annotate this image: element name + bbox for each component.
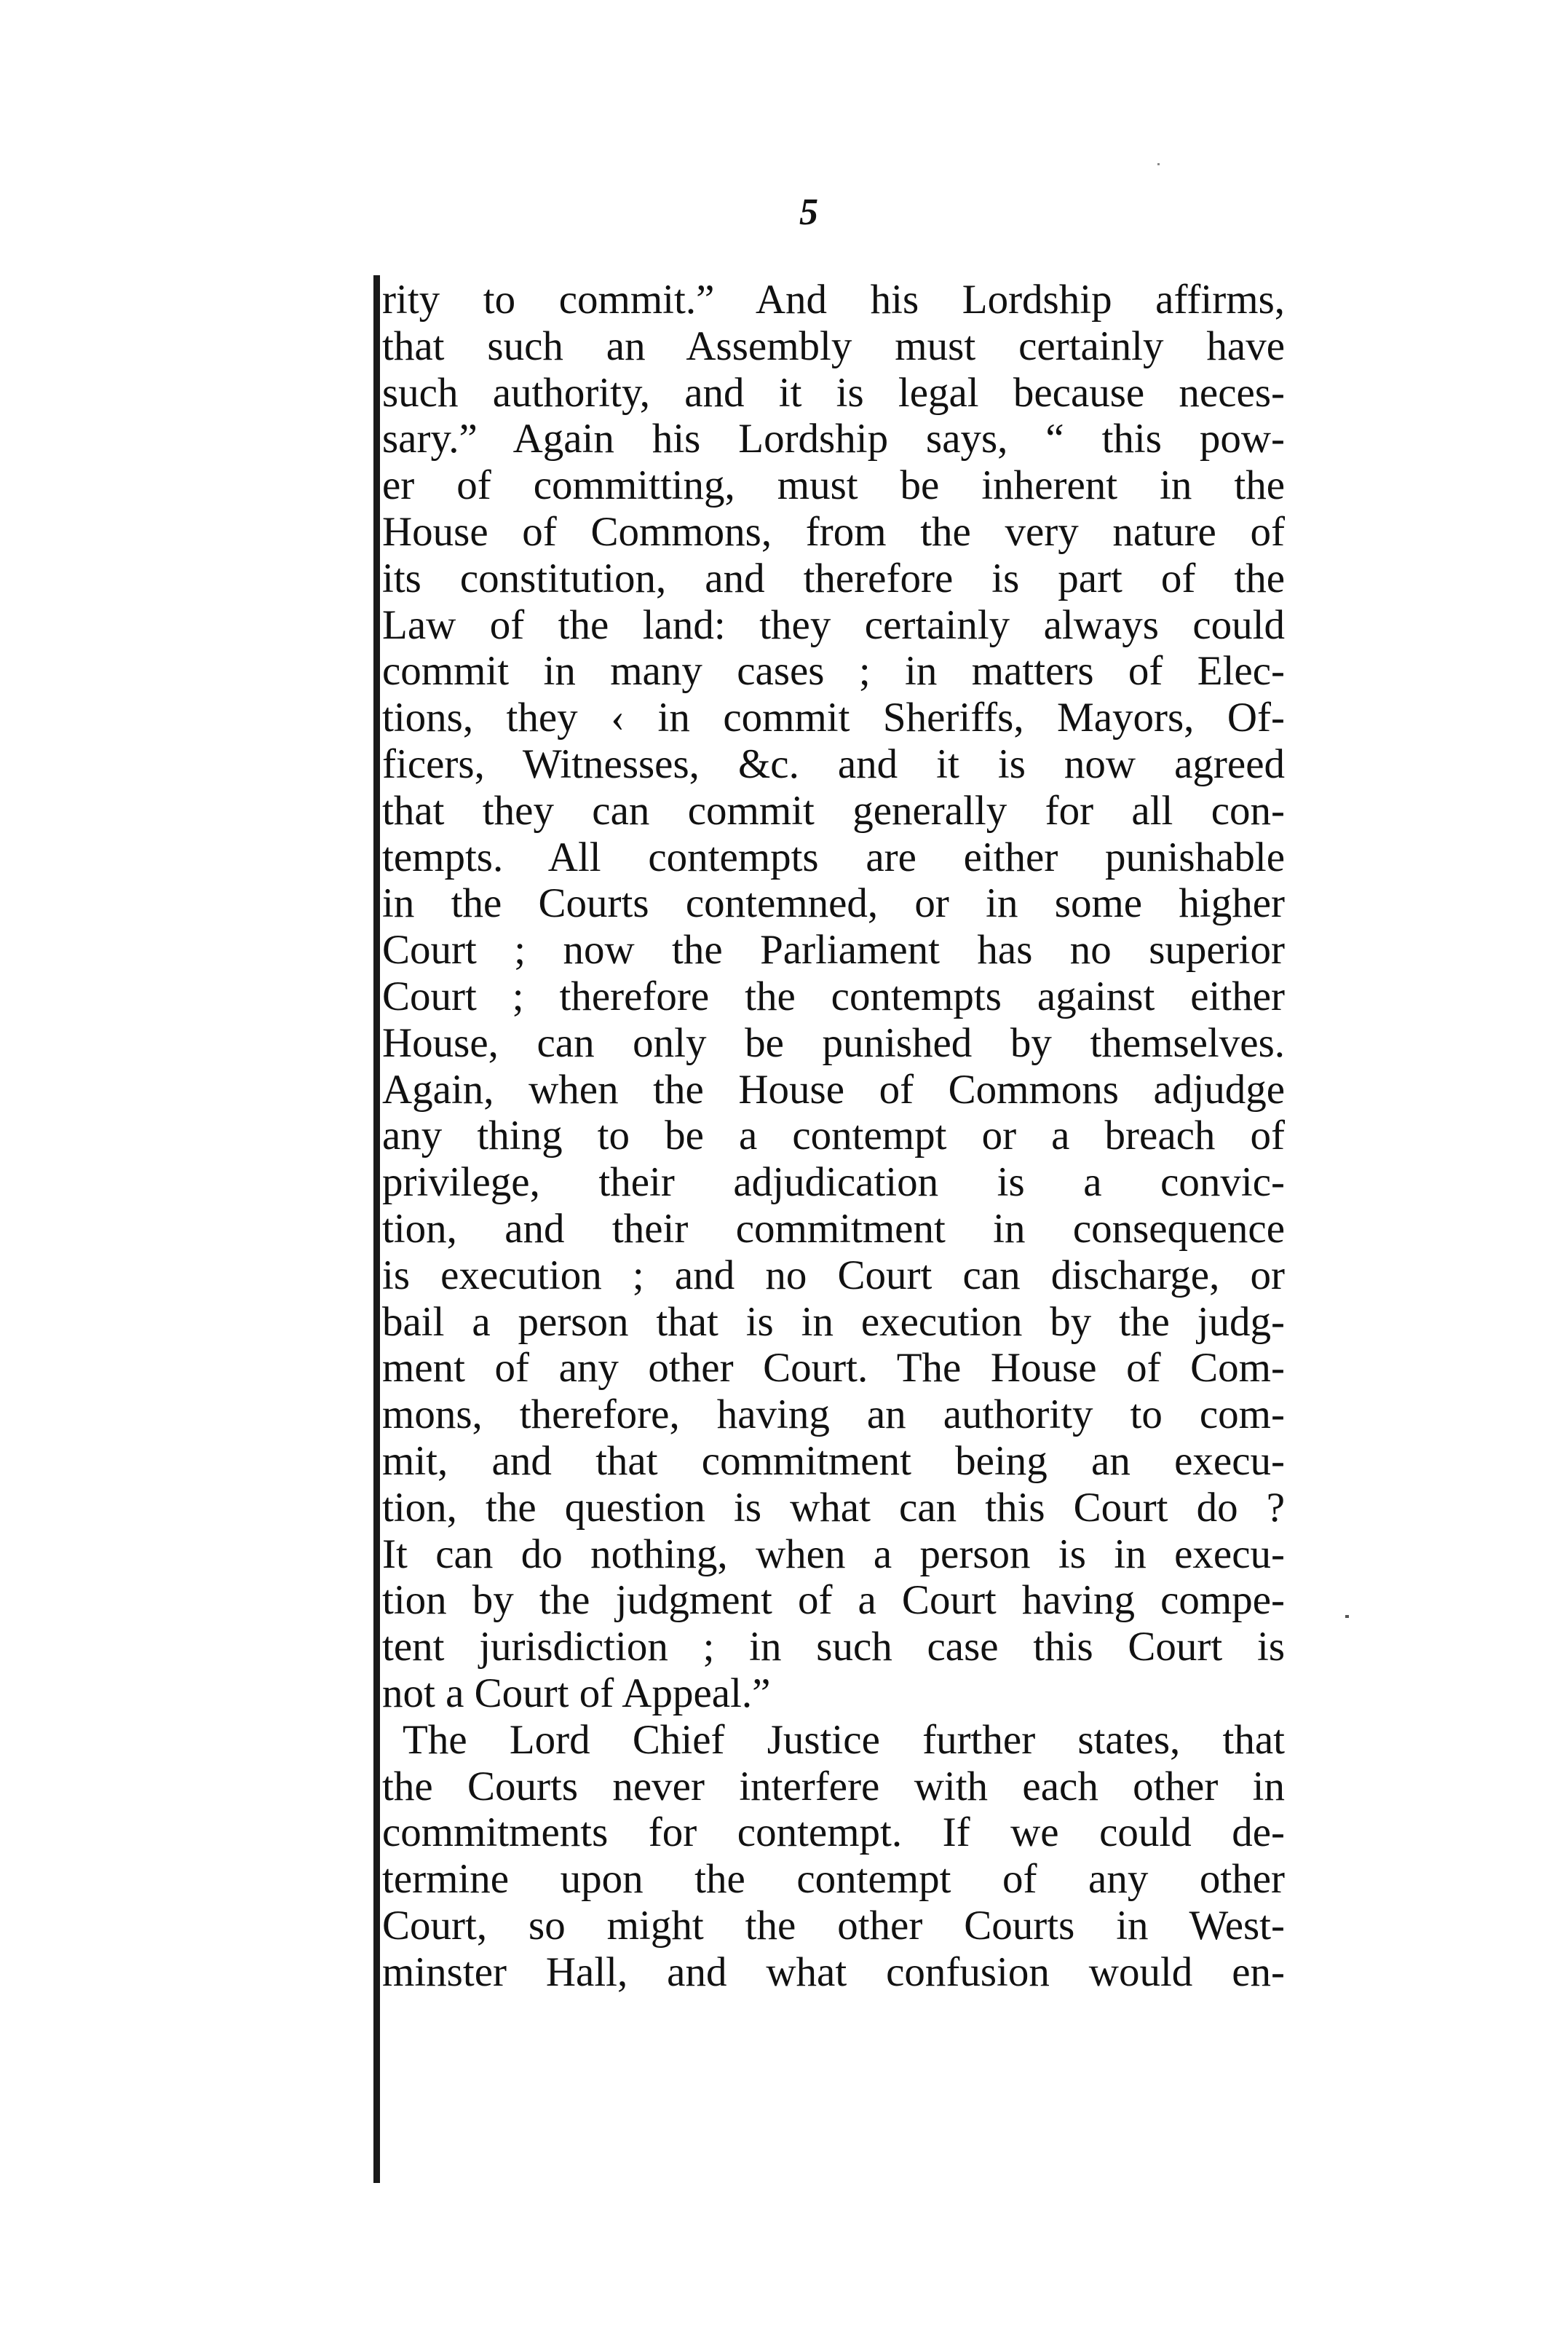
body-text bbox=[382, 277, 1285, 1995]
text-line: Again, when the House of Commons adjudge bbox=[382, 1066, 1285, 1113]
text-line: tion, and their commitment in consequence bbox=[382, 1205, 1285, 1252]
text-line: Court ; now the Parliament has no superior bbox=[382, 927, 1285, 974]
text-line: any thing to be a contempt or a breach of bbox=[382, 1113, 1285, 1159]
text-line: er of committing, must be inherent in the bbox=[382, 462, 1285, 509]
text-line: termine upon the contempt of any other bbox=[382, 1856, 1285, 1903]
text-line: sary.” Again his Lordship says, “ this pow- bbox=[382, 416, 1285, 462]
text-line: bail a person that is in execution by the judg- bbox=[382, 1298, 1285, 1345]
scan-speck bbox=[1157, 163, 1160, 165]
text-line: rity to commit.” And his Lordship affirms, bbox=[382, 277, 1285, 323]
text-line: that they can commit generally for all con- bbox=[382, 787, 1285, 834]
text-line: tion by the judgment of a Court having compe- bbox=[382, 1577, 1285, 1624]
text-line: ment of any other Court. The House of Com- bbox=[382, 1345, 1285, 1391]
text-line: Court ; therefore the contempts against either bbox=[382, 973, 1285, 1019]
text-line: mons, therefore, having an authority to com- bbox=[382, 1391, 1285, 1438]
text-line: ficers, Witnesses, &c. and it is now agreed bbox=[382, 741, 1285, 787]
text-line: privilege, their adjudication is a convic- bbox=[382, 1159, 1285, 1206]
scan-speck bbox=[1345, 1615, 1349, 1618]
text-line: minster Hall, and what confusion would en- bbox=[382, 1949, 1285, 1995]
text-line: It can do nothing, when a person is in execu- bbox=[382, 1531, 1285, 1577]
text-line: tent jurisdiction ; in such case this Court is bbox=[382, 1624, 1285, 1670]
binding-edge-rule bbox=[373, 275, 380, 2183]
text-line: Court, so might the other Courts in West- bbox=[382, 1902, 1285, 1949]
text-line: House of Commons, from the very nature of bbox=[382, 508, 1285, 555]
text-line: commitments for contempt. If we could de- bbox=[382, 1809, 1285, 1856]
text-line: in the Courts contemned, or in some higher bbox=[382, 880, 1285, 927]
text-line: Law of the land: they certainly always could bbox=[382, 601, 1285, 648]
text-line: is execution ; and no Court can discharge, or bbox=[382, 1252, 1285, 1298]
text-line: its constitution, and therefore is part of the bbox=[382, 555, 1285, 601]
page-number: 5 bbox=[799, 192, 818, 233]
text-line: tion, the question is what can this Court do ? bbox=[382, 1484, 1285, 1531]
text-line: tions, they ‹ in commit Sheriffs, Mayors, Of- bbox=[382, 695, 1285, 741]
text-line: the Courts never interfere with each other in bbox=[382, 1763, 1285, 1809]
text-line: such authority, and it is legal because neces- bbox=[382, 369, 1285, 416]
text-line-paragraph-start: The Lord Chief Justice further states, that bbox=[403, 1716, 1285, 1763]
text-line: that such an Assembly must certainly have bbox=[382, 323, 1285, 369]
text-line: tempts. All contempts are either punishable bbox=[382, 834, 1285, 880]
text-line-paragraph-end: not a Court of Appeal.” bbox=[382, 1670, 771, 1716]
text-line: House, can only be punished by themselves. bbox=[382, 1019, 1285, 1066]
text-line: commit in many cases ; in matters of Elec- bbox=[382, 648, 1285, 695]
text-line: mit, and that commitment being an execu- bbox=[382, 1437, 1285, 1484]
